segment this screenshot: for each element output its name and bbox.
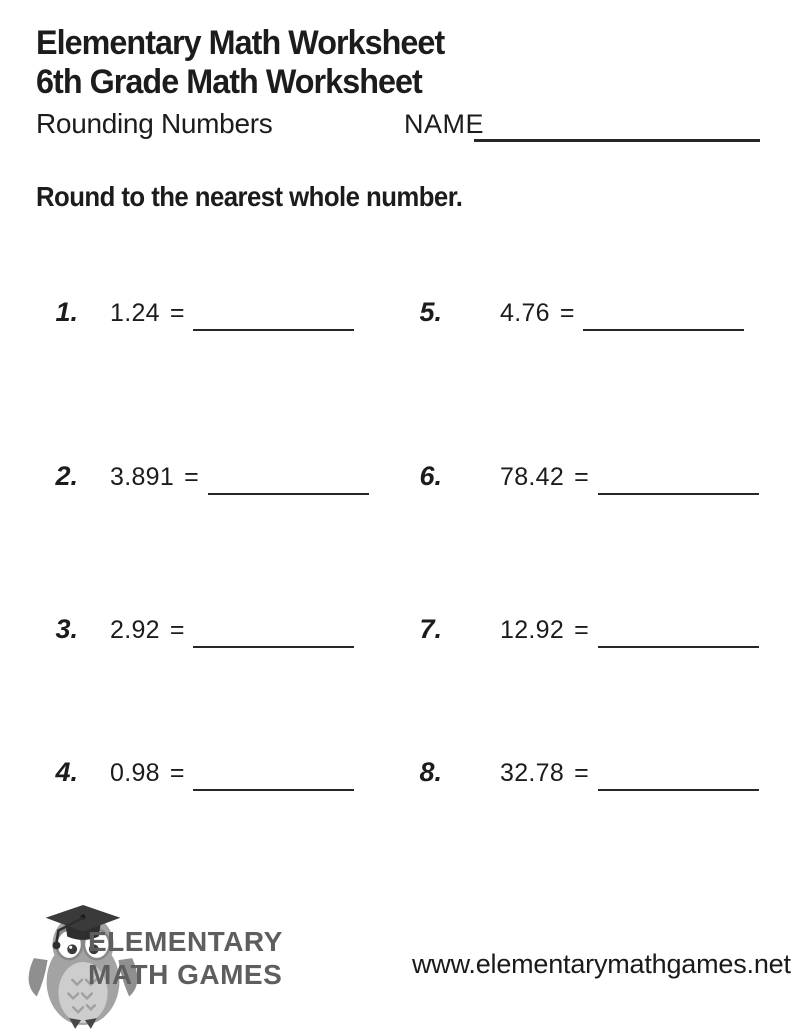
problem-value: 12.92 bbox=[500, 616, 565, 644]
answer-blank bbox=[598, 789, 759, 792]
problem-8 bbox=[410, 757, 759, 788]
problem-1 bbox=[46, 297, 354, 328]
answer-blank bbox=[193, 646, 354, 649]
problem-7 bbox=[410, 614, 759, 645]
answer-blank bbox=[583, 329, 744, 332]
worksheet-title: Elementary Math Worksheet bbox=[36, 24, 445, 62]
problem-2 bbox=[46, 461, 369, 492]
problem-value: 4.76 bbox=[500, 299, 550, 327]
logo-wordmark-line1: ELEMENTARY bbox=[88, 926, 283, 957]
answer-blank bbox=[598, 493, 759, 496]
problem-value: 1.24 bbox=[110, 299, 160, 327]
problem-number: 4. bbox=[55, 757, 78, 787]
problem-value: 3.891 bbox=[110, 463, 175, 491]
problem-number: 5. bbox=[419, 297, 442, 327]
worksheet-topic: Rounding Numbers bbox=[36, 108, 273, 139]
problem-3 bbox=[46, 614, 354, 645]
equals-sign: = bbox=[574, 759, 589, 787]
name-label: NAME bbox=[404, 109, 485, 139]
answer-blank bbox=[208, 493, 369, 496]
equals-sign: = bbox=[574, 463, 589, 491]
name-blank-line bbox=[474, 139, 760, 142]
problem-4 bbox=[46, 757, 354, 788]
equals-sign: = bbox=[184, 463, 199, 491]
problem-value: 0.98 bbox=[110, 759, 160, 787]
answer-blank bbox=[193, 329, 354, 332]
problem-number: 1. bbox=[55, 297, 78, 327]
worksheet-subtitle: 6th Grade Math Worksheet bbox=[36, 63, 422, 101]
problem-number: 6. bbox=[419, 461, 442, 491]
answer-blank bbox=[193, 789, 354, 792]
equals-sign: = bbox=[169, 759, 185, 787]
instructions-text: Round to the nearest whole number. bbox=[36, 181, 463, 212]
equals-sign: = bbox=[169, 616, 185, 644]
equals-sign: = bbox=[574, 616, 589, 644]
problem-6 bbox=[410, 461, 759, 492]
problem-number: 3. bbox=[55, 614, 78, 644]
equals-sign: = bbox=[559, 299, 575, 327]
answer-blank bbox=[598, 646, 759, 649]
equals-sign: = bbox=[169, 299, 185, 327]
logo-wordmark bbox=[88, 925, 283, 991]
logo-wordmark-line2: MATH GAMES bbox=[88, 959, 283, 990]
problem-number: 7. bbox=[419, 614, 442, 644]
problem-number: 2. bbox=[55, 461, 78, 491]
problem-value: 32.78 bbox=[500, 759, 565, 787]
problem-5 bbox=[410, 297, 744, 328]
problem-value: 78.42 bbox=[500, 463, 565, 491]
website-url: www.elementarymathgames.net bbox=[412, 949, 791, 979]
problem-value: 2.92 bbox=[110, 616, 160, 644]
problem-number: 8. bbox=[419, 757, 442, 787]
